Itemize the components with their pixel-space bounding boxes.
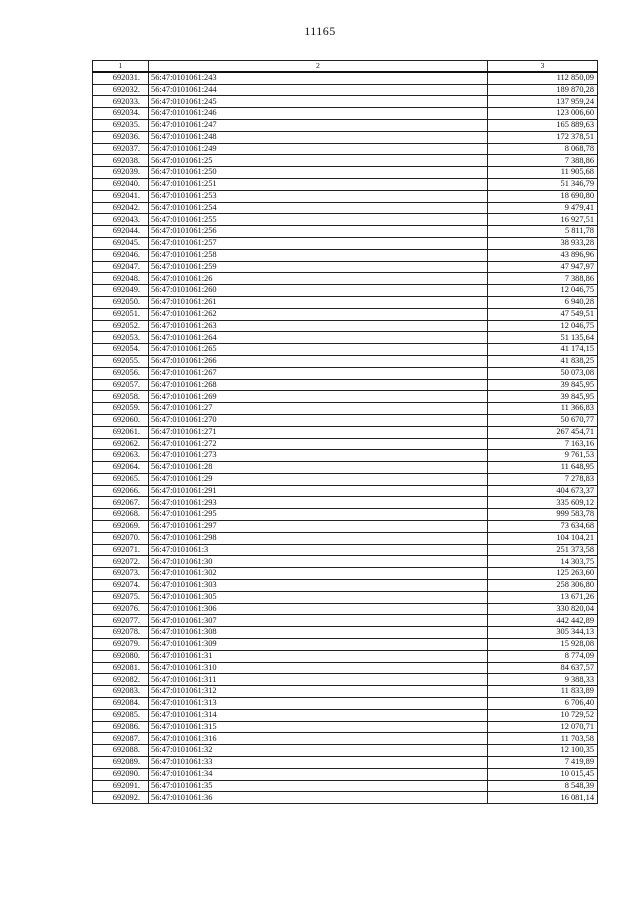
cadastral-number: 56:47:0101061:245	[149, 96, 488, 108]
cadastral-number: 56:47:0101061:273	[149, 450, 488, 462]
cadastral-number: 56:47:0101061:250	[149, 167, 488, 179]
cadastral-number: 56:47:0101061:30	[149, 556, 488, 568]
area-value: 10 729,52	[488, 709, 598, 721]
row-number: 692057.	[93, 379, 149, 391]
cadastral-number: 56:47:0101061:25	[149, 155, 488, 167]
row-number: 692033.	[93, 96, 149, 108]
cadastral-number: 56:47:0101061:251	[149, 178, 488, 190]
cadastral-number: 56:47:0101061:295	[149, 509, 488, 521]
table-row	[93, 190, 598, 202]
cadastral-number: 56:47:0101061:253	[149, 190, 488, 202]
cadastral-number: 56:47:0101061:266	[149, 355, 488, 367]
cadastral-number: 56:47:0101061:27	[149, 403, 488, 415]
table-row	[93, 733, 598, 745]
area-value: 47 549,51	[488, 308, 598, 320]
area-value: 335 609,12	[488, 497, 598, 509]
cadastral-number: 56:47:0101061:307	[149, 615, 488, 627]
table-row	[93, 603, 598, 615]
row-number: 692080.	[93, 650, 149, 662]
row-number: 692063.	[93, 450, 149, 462]
area-value: 51 346,79	[488, 178, 598, 190]
table-row	[93, 379, 598, 391]
cadastral-number: 56:47:0101061:315	[149, 721, 488, 733]
cadastral-number: 56:47:0101061:248	[149, 131, 488, 143]
area-value: 267 454,71	[488, 426, 598, 438]
area-value: 7 278,83	[488, 473, 598, 485]
cadastral-number: 56:47:0101061:247	[149, 119, 488, 131]
row-number: 692092.	[93, 792, 149, 804]
table-row	[93, 556, 598, 568]
table-row	[93, 320, 598, 332]
area-value: 11 366,83	[488, 403, 598, 415]
row-number: 692034.	[93, 108, 149, 120]
row-number: 692081.	[93, 662, 149, 674]
cadastral-number: 56:47:0101061:31	[149, 650, 488, 662]
row-number: 692066.	[93, 485, 149, 497]
table-row	[93, 591, 598, 603]
row-number: 692067.	[93, 497, 149, 509]
area-value: 9 479,41	[488, 202, 598, 214]
cadastral-number: 56:47:0101061:258	[149, 249, 488, 261]
row-number: 692048.	[93, 273, 149, 285]
cadastral-number: 56:47:0101061:244	[149, 84, 488, 96]
area-value: 8 548,39	[488, 780, 598, 792]
cadastral-number: 56:47:0101061:314	[149, 709, 488, 721]
table-row	[93, 450, 598, 462]
row-number: 692060.	[93, 414, 149, 426]
row-number: 692050.	[93, 296, 149, 308]
table-row	[93, 438, 598, 450]
area-value: 6 940,28	[488, 296, 598, 308]
row-number: 692056.	[93, 367, 149, 379]
area-value: 47 947,97	[488, 261, 598, 273]
row-number: 692090.	[93, 768, 149, 780]
row-number: 692091.	[93, 780, 149, 792]
table-body	[93, 72, 598, 803]
area-value: 251 373,58	[488, 544, 598, 556]
table-row	[93, 780, 598, 792]
area-value: 50 670,77	[488, 414, 598, 426]
cadastral-number: 56:47:0101061:256	[149, 226, 488, 238]
cadastral-number: 56:47:0101061:306	[149, 603, 488, 615]
cadastral-number: 56:47:0101061:28	[149, 462, 488, 474]
row-number: 692035.	[93, 119, 149, 131]
cadastral-number: 56:47:0101061:33	[149, 757, 488, 769]
area-value: 11 833,89	[488, 686, 598, 698]
area-value: 10 015,45	[488, 768, 598, 780]
area-value: 39 845,95	[488, 391, 598, 403]
header-row	[93, 61, 598, 73]
table-row	[93, 403, 598, 415]
table-row	[93, 261, 598, 273]
table-row	[93, 532, 598, 544]
cadastral-number: 56:47:0101061:267	[149, 367, 488, 379]
table-row	[93, 521, 598, 533]
row-number: 692058.	[93, 391, 149, 403]
row-number: 692072.	[93, 556, 149, 568]
table-row	[93, 131, 598, 143]
row-number: 692042.	[93, 202, 149, 214]
column-header-2: 2	[149, 61, 488, 73]
cadastral-number: 56:47:0101061:260	[149, 285, 488, 297]
table-row	[93, 627, 598, 639]
table-row	[93, 485, 598, 497]
cadastral-number: 56:47:0101061:291	[149, 485, 488, 497]
row-number: 692085.	[93, 709, 149, 721]
cadastral-number: 56:47:0101061:272	[149, 438, 488, 450]
page-number: 11165	[304, 24, 336, 38]
row-number: 692070.	[93, 532, 149, 544]
cadastral-number: 56:47:0101061:249	[149, 143, 488, 155]
table-row	[93, 709, 598, 721]
area-value: 123 006,60	[488, 108, 598, 120]
table-row	[93, 308, 598, 320]
table-row	[93, 662, 598, 674]
area-value: 16 081,14	[488, 792, 598, 804]
table-row	[93, 497, 598, 509]
table-row	[93, 285, 598, 297]
area-value: 7 163,16	[488, 438, 598, 450]
area-value: 12 046,75	[488, 320, 598, 332]
cadastral-number: 56:47:0101061:259	[149, 261, 488, 273]
cadastral-number: 56:47:0101061:310	[149, 662, 488, 674]
area-value: 112 850,09	[488, 72, 598, 84]
row-number: 692079.	[93, 639, 149, 651]
area-value: 12 046,75	[488, 285, 598, 297]
cadastral-number: 56:47:0101061:265	[149, 344, 488, 356]
area-value: 258 306,80	[488, 580, 598, 592]
table-row	[93, 792, 598, 804]
row-number: 692074.	[93, 580, 149, 592]
cadastral-number: 56:47:0101061:293	[149, 497, 488, 509]
table-row	[93, 237, 598, 249]
table-row	[93, 745, 598, 757]
area-value: 11 905,68	[488, 167, 598, 179]
cadastral-number: 56:47:0101061:308	[149, 627, 488, 639]
table-row	[93, 167, 598, 179]
area-value: 51 135,64	[488, 332, 598, 344]
cadastral-number: 56:47:0101061:316	[149, 733, 488, 745]
area-value: 18 690,80	[488, 190, 598, 202]
table-row	[93, 686, 598, 698]
cadastral-number: 56:47:0101061:309	[149, 639, 488, 651]
table-row	[93, 214, 598, 226]
area-value: 189 870,28	[488, 84, 598, 96]
table-row	[93, 650, 598, 662]
table-row	[93, 249, 598, 261]
register-table	[92, 60, 598, 804]
table-row	[93, 509, 598, 521]
row-number: 692046.	[93, 249, 149, 261]
area-value: 330 820,04	[488, 603, 598, 615]
area-value: 84 637,57	[488, 662, 598, 674]
area-value: 137 959,24	[488, 96, 598, 108]
cadastral-number: 56:47:0101061:29	[149, 473, 488, 485]
area-value: 7 419,89	[488, 757, 598, 769]
row-number: 692068.	[93, 509, 149, 521]
row-number: 692039.	[93, 167, 149, 179]
row-number: 692075.	[93, 591, 149, 603]
table-row	[93, 391, 598, 403]
table-row	[93, 473, 598, 485]
cadastral-number: 56:47:0101061:303	[149, 580, 488, 592]
table-header	[93, 61, 598, 73]
row-number: 692089.	[93, 757, 149, 769]
row-number: 692052.	[93, 320, 149, 332]
area-value: 6 706,40	[488, 698, 598, 710]
cadastral-number: 56:47:0101061:302	[149, 568, 488, 580]
area-value: 14 303,75	[488, 556, 598, 568]
table-row	[93, 462, 598, 474]
row-number: 692055.	[93, 355, 149, 367]
row-number: 692051.	[93, 308, 149, 320]
row-number: 692064.	[93, 462, 149, 474]
cadastral-number: 56:47:0101061:3	[149, 544, 488, 556]
cadastral-number: 56:47:0101061:255	[149, 214, 488, 226]
row-number: 692077.	[93, 615, 149, 627]
table-row	[93, 639, 598, 651]
cadastral-number: 56:47:0101061:243	[149, 72, 488, 84]
table-row	[93, 296, 598, 308]
row-number: 692083.	[93, 686, 149, 698]
row-number: 692036.	[93, 131, 149, 143]
table-row	[93, 544, 598, 556]
cadastral-number: 56:47:0101061:254	[149, 202, 488, 214]
area-value: 16 927,51	[488, 214, 598, 226]
cadastral-number: 56:47:0101061:269	[149, 391, 488, 403]
cadastral-number: 56:47:0101061:263	[149, 320, 488, 332]
table-row	[93, 178, 598, 190]
row-number: 692041.	[93, 190, 149, 202]
cadastral-number: 56:47:0101061:313	[149, 698, 488, 710]
row-number: 692044.	[93, 226, 149, 238]
cadastral-number: 56:47:0101061:35	[149, 780, 488, 792]
area-value: 125 263,60	[488, 568, 598, 580]
area-value: 172 378,51	[488, 131, 598, 143]
area-value: 12 100,35	[488, 745, 598, 757]
table-row	[93, 332, 598, 344]
row-number: 692040.	[93, 178, 149, 190]
area-value: 41 838,25	[488, 355, 598, 367]
cadastral-number: 56:47:0101061:246	[149, 108, 488, 120]
table-row	[93, 757, 598, 769]
row-number: 692038.	[93, 155, 149, 167]
area-value: 41 174,15	[488, 344, 598, 356]
area-value: 38 933,28	[488, 237, 598, 249]
cadastral-number: 56:47:0101061:36	[149, 792, 488, 804]
cadastral-number: 56:47:0101061:298	[149, 532, 488, 544]
area-value: 43 896,96	[488, 249, 598, 261]
table-row	[93, 96, 598, 108]
row-number: 692084.	[93, 698, 149, 710]
row-number: 692049.	[93, 285, 149, 297]
cadastral-number: 56:47:0101061:271	[149, 426, 488, 438]
column-header-3: 3	[488, 61, 598, 73]
area-value: 7 388,86	[488, 155, 598, 167]
area-value: 12 070,71	[488, 721, 598, 733]
cadastral-number: 56:47:0101061:34	[149, 768, 488, 780]
cadastral-number: 56:47:0101061:257	[149, 237, 488, 249]
cadastral-number: 56:47:0101061:268	[149, 379, 488, 391]
area-value: 8 068,78	[488, 143, 598, 155]
row-number: 692071.	[93, 544, 149, 556]
area-value: 104 104,21	[488, 532, 598, 544]
area-value: 11 703,58	[488, 733, 598, 745]
area-value: 39 845,95	[488, 379, 598, 391]
row-number: 692043.	[93, 214, 149, 226]
table-row	[93, 615, 598, 627]
table-row	[93, 367, 598, 379]
row-number: 692037.	[93, 143, 149, 155]
table-row	[93, 155, 598, 167]
row-number: 692059.	[93, 403, 149, 415]
row-number: 692065.	[93, 473, 149, 485]
area-value: 5 811,78	[488, 226, 598, 238]
row-number: 692045.	[93, 237, 149, 249]
row-number: 692061.	[93, 426, 149, 438]
table-row	[93, 698, 598, 710]
cadastral-number: 56:47:0101061:297	[149, 521, 488, 533]
area-value: 7 388,86	[488, 273, 598, 285]
column-header-1: 1	[93, 61, 149, 73]
area-value: 15 928,08	[488, 639, 598, 651]
table-row	[93, 84, 598, 96]
cadastral-number: 56:47:0101061:32	[149, 745, 488, 757]
cadastral-number: 56:47:0101061:262	[149, 308, 488, 320]
table-row	[93, 426, 598, 438]
table-row	[93, 226, 598, 238]
cadastral-number: 56:47:0101061:312	[149, 686, 488, 698]
table-row	[93, 580, 598, 592]
row-number: 692062.	[93, 438, 149, 450]
row-number: 692078.	[93, 627, 149, 639]
row-number: 692088.	[93, 745, 149, 757]
area-value: 404 673,37	[488, 485, 598, 497]
area-value: 165 889,63	[488, 119, 598, 131]
row-number: 692054.	[93, 344, 149, 356]
table-row	[93, 414, 598, 426]
table-row	[93, 344, 598, 356]
cadastral-number: 56:47:0101061:261	[149, 296, 488, 308]
table-row	[93, 721, 598, 733]
cadastral-number: 56:47:0101061:26	[149, 273, 488, 285]
table-row	[93, 273, 598, 285]
row-number: 692032.	[93, 84, 149, 96]
table-row	[93, 568, 598, 580]
row-number: 692087.	[93, 733, 149, 745]
area-value: 9 388,33	[488, 674, 598, 686]
row-number: 692053.	[93, 332, 149, 344]
area-value: 13 671,26	[488, 591, 598, 603]
cadastral-number: 56:47:0101061:305	[149, 591, 488, 603]
area-value: 8 774,09	[488, 650, 598, 662]
row-number: 692076.	[93, 603, 149, 615]
area-value: 999 583,78	[488, 509, 598, 521]
area-value: 73 634,68	[488, 521, 598, 533]
table-row	[93, 768, 598, 780]
area-value: 11 648,95	[488, 462, 598, 474]
row-number: 692086.	[93, 721, 149, 733]
cadastral-number: 56:47:0101061:264	[149, 332, 488, 344]
table-row	[93, 119, 598, 131]
area-value: 305 344,13	[488, 627, 598, 639]
row-number: 692031.	[93, 72, 149, 84]
cadastral-number: 56:47:0101061:311	[149, 674, 488, 686]
cadastral-number: 56:47:0101061:270	[149, 414, 488, 426]
row-number: 692069.	[93, 521, 149, 533]
row-number: 692047.	[93, 261, 149, 273]
area-value: 442 442,89	[488, 615, 598, 627]
row-number: 692082.	[93, 674, 149, 686]
table-row	[93, 72, 598, 84]
table-row	[93, 143, 598, 155]
table-row	[93, 202, 598, 214]
row-number: 692073.	[93, 568, 149, 580]
table-row	[93, 108, 598, 120]
area-value: 9 761,53	[488, 450, 598, 462]
table-row	[93, 674, 598, 686]
table-row	[93, 355, 598, 367]
area-value: 50 073,08	[488, 367, 598, 379]
